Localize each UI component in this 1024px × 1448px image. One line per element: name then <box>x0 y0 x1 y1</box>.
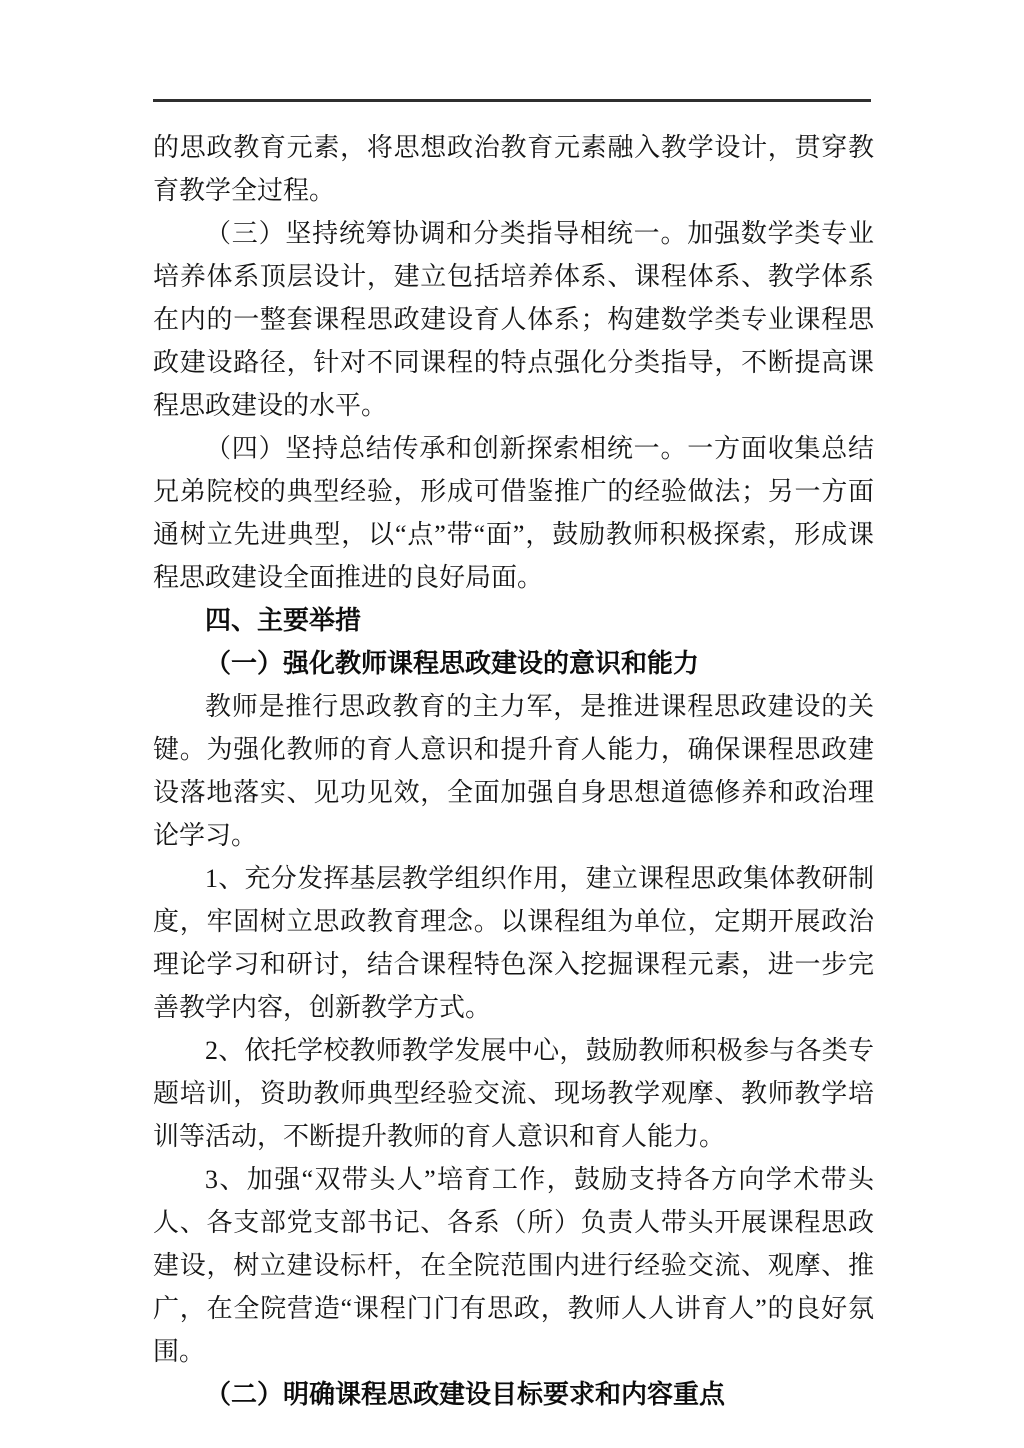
subsection-heading: （一）强化教师课程思政建设的意识和能力 <box>205 648 700 678</box>
document-body <box>153 126 874 1416</box>
header-separator-line <box>153 99 871 102</box>
paragraph: 2、依托学校教师教学发展中心，鼓励教师积极参与各类专题培训，资助教师典型经验交流、现场教学观摩、教师教学培训等活动，不断提升教师的育人意识和育人能力。 <box>153 1036 874 1151</box>
paragraph: 教师是推行思政教育的主力军，是推进课程思政建设的关键。为强化教师的育人意识和提升育人能力，确保课程思政建设落地落实、见功见效，全面加强自身思想道德修养和政治理论学习。 <box>153 692 874 850</box>
section-heading: 四、主要举措 <box>205 605 362 635</box>
paragraph: （四）坚持总结传承和创新探索相统一。一方面收集总结兄弟院校的典型经验，形成可借鉴推广的经验做法；另一方面通树立先进典型，以“点”带“面”，鼓励教师积极探索，形成课程思政建设全面推进的良好局面。 <box>153 434 874 592</box>
paragraph-continuation: 的思政教育元素，将思想政治教育元素融入教学设计，贯穿教育教学全过程。 <box>153 133 874 205</box>
paragraph: 3、加强“双带头人”培育工作，鼓励支持各方向学术带头人、各支部党支部书记、各系（所）负责人带头开展课程思政建设，树立建设标杆，在全院范围内进行经验交流、观摩、推广，在全院营造“课程门门有思政，教师人人讲育人”的良好氛围。 <box>153 1165 874 1366</box>
paragraph: （三）坚持统筹协调和分类指导相统一。加强数学类专业培养体系顶层设计，建立包括培养体系、课程体系、教学体系在内的一整套课程思政建设育人体系；构建数学类专业课程思政建设路径，针对不同课程的特点强化分类指导，不断提高课程思政建设的水平。 <box>153 219 874 420</box>
paragraph: 1、充分发挥基层教学组织作用，建立课程思政集体教研制度，牢固树立思政教育理念。以课程组为单位，定期开展政治理论学习和研讨，结合课程特色深入挖掘课程元素，进一步完善教学内容，创新教学方式。 <box>153 864 874 1022</box>
subsection-heading: （二）明确课程思政建设目标要求和内容重点 <box>205 1379 726 1409</box>
